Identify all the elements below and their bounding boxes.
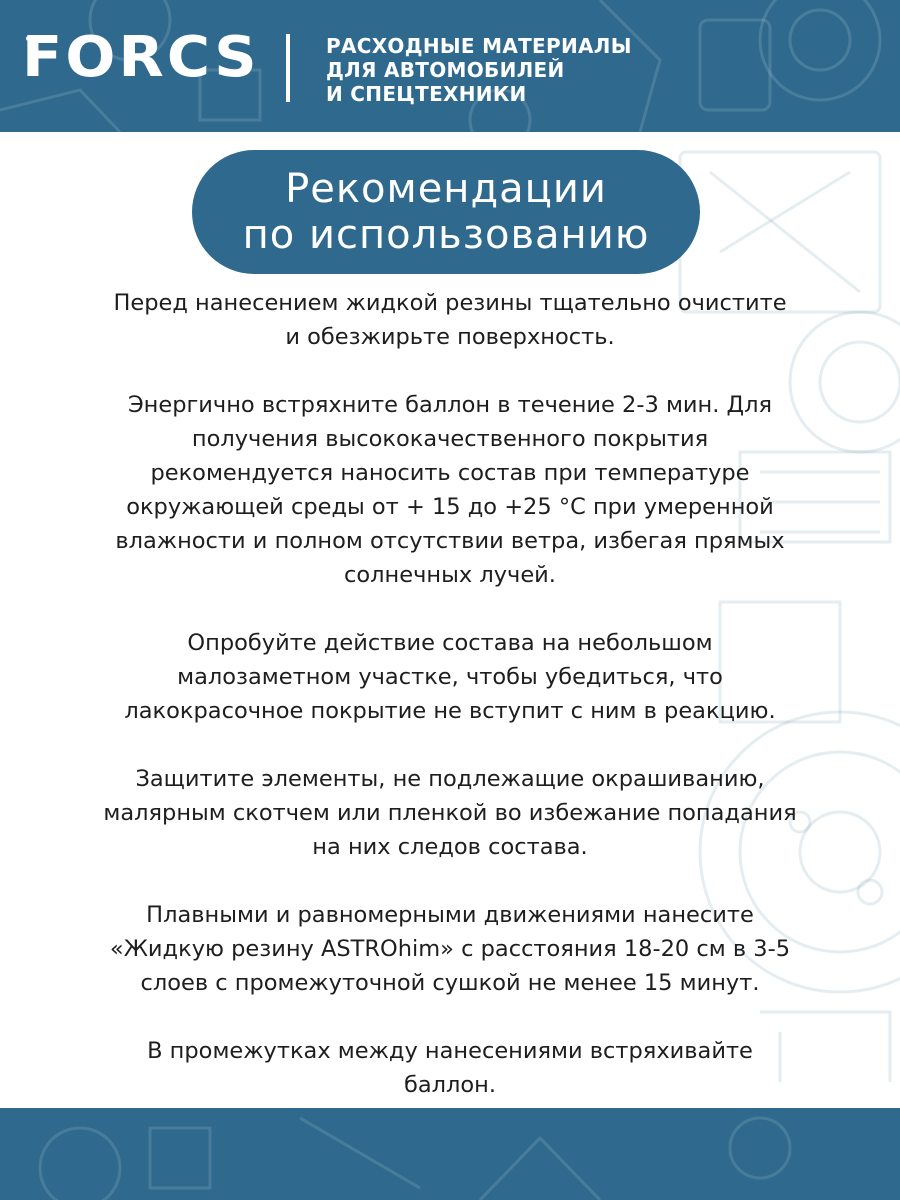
text-line: лакокрасочное покрытие не вступит с ним в реакцию. xyxy=(124,698,776,724)
instruction-paragraph xyxy=(20,1034,880,1102)
tagline-line: РАСХОДНЫЕ МАТЕРИАЛЫ xyxy=(326,34,632,58)
text-line: малярным скотчем или пленкой во избежание попадания xyxy=(103,800,797,826)
text-line: «Жидкую резину ASTROhim» с расстояния 18-20 см в 3-5 xyxy=(109,936,791,962)
text-line: на них следов состава. xyxy=(312,834,588,860)
text-line: Защитите элементы, не подлежащие окрашиванию, xyxy=(135,766,765,792)
brand-tagline xyxy=(326,34,746,106)
instruction-paragraph xyxy=(20,286,880,354)
page-title-line: Рекомендации xyxy=(285,166,607,212)
instruction-paragraph xyxy=(20,898,880,1000)
text-line: и обезжирьте поверхность. xyxy=(285,324,615,350)
text-line: баллон. xyxy=(403,1072,497,1098)
text-line: Опробуйте действие состава на небольшом xyxy=(187,630,713,656)
instruction-paragraph xyxy=(20,626,880,728)
header-divider xyxy=(286,34,290,102)
footer-sketch-decoration xyxy=(0,1108,900,1200)
header-banner xyxy=(0,0,900,132)
page-title-line: по использованию xyxy=(242,212,650,258)
forcs-logo: FORCS xyxy=(22,25,260,90)
footer-banner xyxy=(0,1108,900,1200)
text-line: влажности и полном отсутствии ветра, избегая прямых xyxy=(115,528,785,554)
text-line: В промежутках между нанесениями встряхивайте xyxy=(147,1038,753,1064)
instructions-text xyxy=(20,286,880,1136)
text-line: малозаметном участке, чтобы убедиться, что xyxy=(177,664,723,690)
text-line: Плавными и равномерными движениями нанесите xyxy=(146,902,754,928)
text-line: рекомендуется наносить состав при температуре xyxy=(150,460,750,486)
text-line: солнечных лучей. xyxy=(344,562,556,588)
instruction-paragraph xyxy=(20,388,880,592)
text-line: Перед нанесением жидкой резины тщательно очистите xyxy=(113,290,787,316)
instruction-paragraph xyxy=(20,762,880,864)
tagline-line: ДЛЯ АВТОМОБИЛЕЙ xyxy=(326,58,565,82)
text-line: получения высококачественного покрытия xyxy=(191,426,709,452)
text-line: слоев с промежуточной сушкой не менее 15 минут. xyxy=(140,970,760,996)
text-line: Энергично встряхните баллон в течение 2-3 мин. Для xyxy=(127,392,773,418)
text-line: окружающей среды от + 15 до +25 °С при умеренной xyxy=(126,494,774,520)
tagline-line: И СПЕЦТЕХНИКИ xyxy=(326,82,527,106)
title-pill xyxy=(192,150,700,274)
